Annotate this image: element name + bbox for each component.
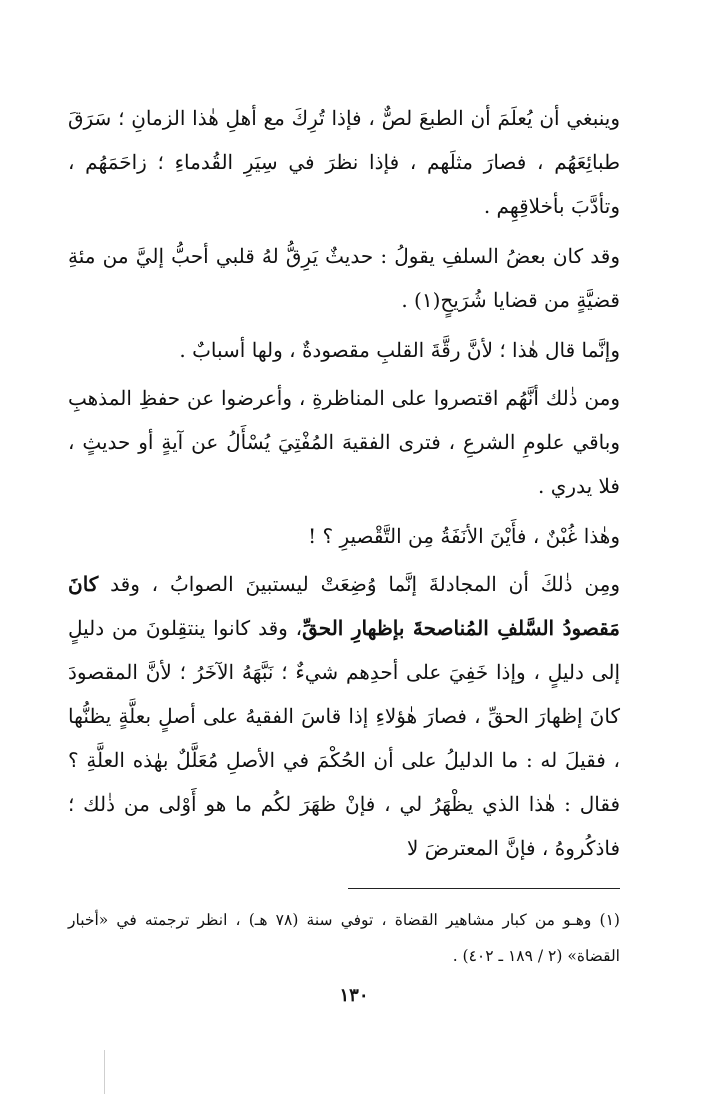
paragraph-nature-thief: وينبغي أن يُعلَمَ أن الطبعَ لصٌّ ، فإذا تُرِكَ مع أهلِ هٰذا الزمانِ ؛ سَرَقَ طبائِعَهُم ، فصارَ مثلَهم ، فإذا نظرَ في سِيَرِ القُدماءِ ؛ زاحَمَهُم ، وتأدَّبَ بأخلاقِهِم . bbox=[68, 106, 620, 218]
scan-edge-line bbox=[104, 1050, 105, 1094]
page-body bbox=[68, 96, 620, 876]
page-number: ١٣٠ bbox=[339, 985, 369, 1006]
paragraph-argumentation-bold: كانَ مَقصودُ السَّلفِ المُناصحةَ بإظهارِ الحقِّ bbox=[68, 572, 621, 640]
footnotes bbox=[68, 902, 620, 974]
paragraph-argumentation bbox=[68, 562, 620, 870]
paragraph-debate-limits: ومن ذٰلك أنَّهُم اقتصروا على المناظرةِ ، وأعرضوا عن حفظِ المذهبِ وباقي علومِ الشرعِ ، فترى الفقيهَ المُفْتِيَ يُسْأَلُ عن آيةٍ أو حديثٍ ، فلا يدري . bbox=[68, 386, 620, 498]
paragraph-argumentation-rest: ، وقد كانوا ينتقِلونَ من دليلٍ إلى دليلٍ ، وإذا خَفِيَ على أحدِهم شيءٌ ؛ نَبَّهَهُ الآخَرُ ؛ لأنَّ المقصودَ كانَ إظهارَ الحقِّ ، فصارَ هٰؤلاءِ إذا قاسَ الفقيهُ على أصلٍ بعلَّةٍ يظنُّها ، فقيلَ له : ما الدليلُ على أن الحُكْمَ في الأصلِ مُعَلَّلٌ بهٰذه العلَّةِ ؟ فقال : هٰذا الذي يظْهَرُ لي ، فإنْ ظهَرَ لكُم ما هو أَوْلى من ذٰلك ؛ فاذكُروهُ ، فإنَّ المعترضَ لا bbox=[68, 616, 620, 860]
footnote-divider bbox=[348, 888, 620, 889]
footnote-item: (١) وهـو من كبار مشاهير القضاة ، توفي سنة (٧٨ هـ) ، انظر ترجمته في «أخبار القضاة» (٢ / ١٨٩ ـ ٤٠٢) . bbox=[68, 911, 620, 965]
paragraph-loss: وهٰذا غُبْنٌ ، فأَيْنَ الأنَفَةُ مِن التَّقْصيرِ ؟ ! bbox=[308, 524, 620, 548]
paragraph-argumentation-lead: ومِن ذٰلكَ أن المجادلةَ إنَّما وُضِعَتْ ليستبينَ الصوابُ ، وقد bbox=[110, 572, 621, 596]
paragraph-salaf-saying: وقد كان بعضُ السلفِ يقولُ : حديثٌ يَرِقُّ لهُ قلبي أحبُّ إليَّ من مئةِ قضيَّةٍ من قضايا شُرَيحٍ(١) . bbox=[68, 244, 620, 312]
paragraph-heart-softness: وإنَّما قال هٰذا ؛ لأنَّ رقَّةَ القلبِ مقصودةٌ ، ولها أسبابٌ . bbox=[179, 338, 620, 362]
